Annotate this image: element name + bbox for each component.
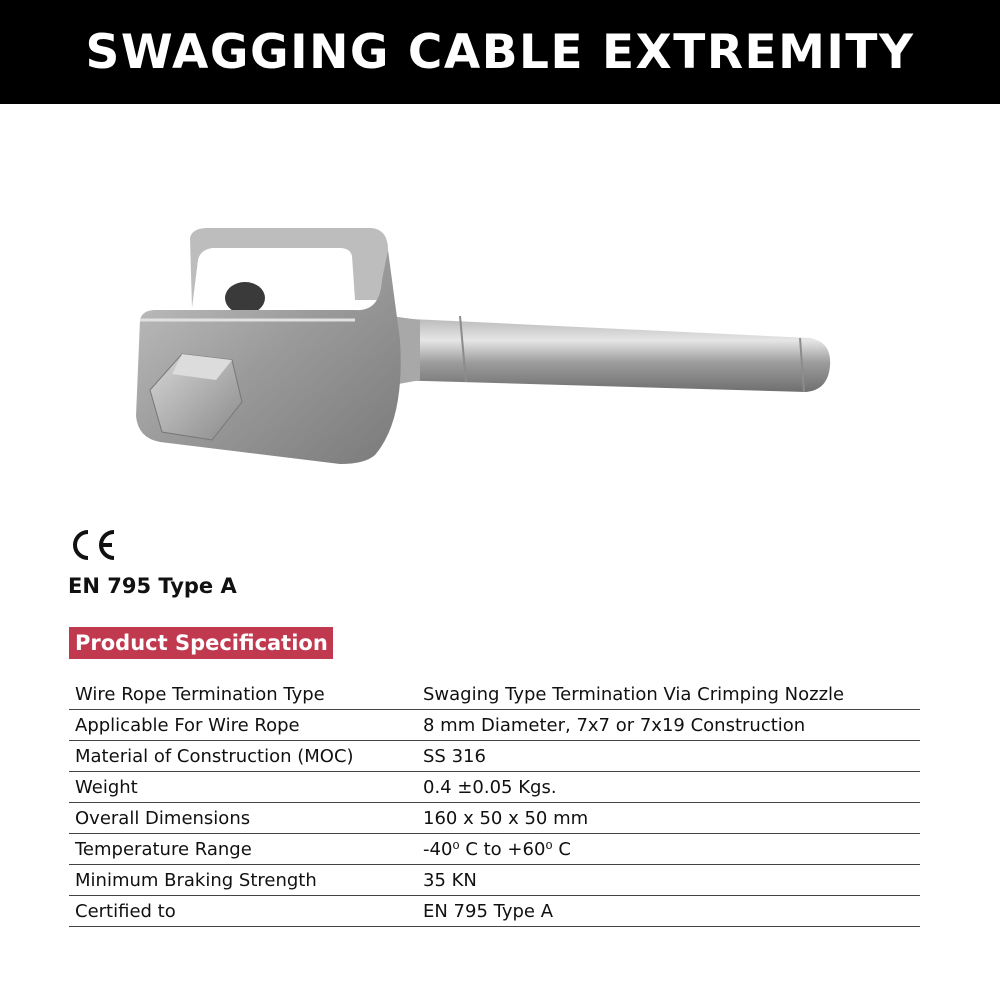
spec-label: Temperature Range — [69, 834, 417, 865]
table-row — [69, 803, 920, 834]
spec-value: SS 316 — [417, 741, 920, 772]
spec-label: Wire Rope Termination Type — [69, 679, 417, 710]
spec-value: 8 mm Diameter, 7x7 or 7x19 Construction — [417, 710, 920, 741]
page-header — [0, 0, 1000, 104]
spec-label: Applicable For Wire Rope — [69, 710, 417, 741]
table-row — [69, 896, 920, 927]
table-row — [69, 710, 920, 741]
specification-title: Product Specification — [69, 627, 333, 659]
table-row — [69, 679, 920, 710]
spec-label: Overall Dimensions — [69, 803, 417, 834]
table-row — [69, 772, 920, 803]
spec-value: -40⁰ C to +60⁰ C — [417, 834, 920, 865]
spec-value: 35 KN — [417, 865, 920, 896]
product-image — [120, 220, 850, 480]
spec-value: 160 x 50 x 50 mm — [417, 803, 920, 834]
table-row — [69, 865, 920, 896]
ce-mark-icon — [68, 526, 118, 564]
page-title: SWAGGING CABLE EXTREMITY — [85, 24, 915, 80]
certification-standard: EN 795 Type A — [68, 574, 237, 598]
spec-label: Material of Construction (MOC) — [69, 741, 417, 772]
spec-value: Swaging Type Termination Via Crimping Nozzle — [417, 679, 920, 710]
spec-value: EN 795 Type A — [417, 896, 920, 927]
table-row — [69, 741, 920, 772]
spec-label: Certified to — [69, 896, 417, 927]
spec-label: Weight — [69, 772, 417, 803]
table-row — [69, 834, 920, 865]
spec-value: 0.4 ±0.05 Kgs. — [417, 772, 920, 803]
spec-label: Minimum Braking Strength — [69, 865, 417, 896]
specification-table — [69, 679, 920, 927]
